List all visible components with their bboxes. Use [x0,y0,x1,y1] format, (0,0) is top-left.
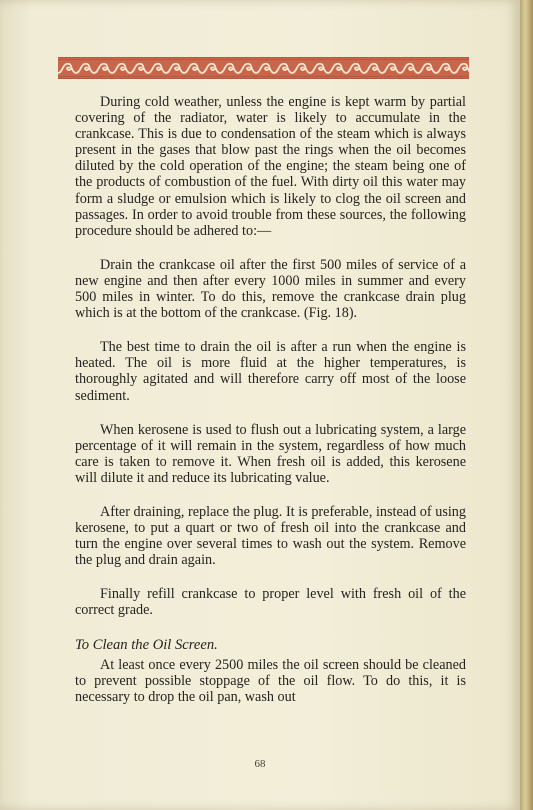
wave-pattern-icon [58,60,469,76]
decorative-wave-border [58,57,469,79]
paragraph-refill: Finally refill crankcase to proper level with fresh oil of the correct grade. [75,586,466,619]
paragraph-kerosene: When kerosene is used to flush out a lubricating system, a large percentage of it will remain in the system, regardless of how much care is taken to remove it. When fresh oil is added, this kerosene will dilute it and reduce its lubricating value. [75,421,466,486]
paragraph-oil-screen: At least once every 2500 miles the oil screen should be cleaned to prevent possible stoppage of the oil flow. To do this, it is necessary to drop the oil pan, wash out [75,656,466,705]
section-heading: To Clean the Oil Screen. [75,636,218,653]
paragraph-drain-crankcase: Drain the crankcase oil after the first 500 miles of service of a new engine and then after every 1000 miles in summer and every 500 miles in winter. To do this, remove the crankcase drain plug which is at the bottom of the crankcase. (Fig. 18). [75,256,466,322]
page-number: 68 [254,758,266,770]
body-text [75,94,466,723]
page-edge [520,0,533,810]
paragraph-best-time: The best time to drain the oil is after a run when the engine is heated. The oil is more fluid at the higher temperatures, is thoroughly agitated and will therefore carry off most of the loose sediment. [75,339,466,404]
paragraph-cold-weather: During cold weather, unless the engine is kept warm by partial covering of the radiator, water is likely to accumulate in the crankcase. This is due to condensation of the steam which is always present in the gases that blow past the rings when the oil becomes diluted by the cold operation of the engine; the steam being one of the products of combustion of the fuel. With dirty oil this water may form a sludge or emulsion which is likely to clog the oil screen and passages. In order to avoid trouble from these sources, the following procedure should be adhered to:— [75,94,466,239]
paragraph-replace-plug: After draining, replace the plug. It is preferable, instead of using kerosene, to put a quart or two of fresh oil into the crankcase and turn the engine over several times to wash out the system. Remove the plug and drain again. [75,503,466,569]
